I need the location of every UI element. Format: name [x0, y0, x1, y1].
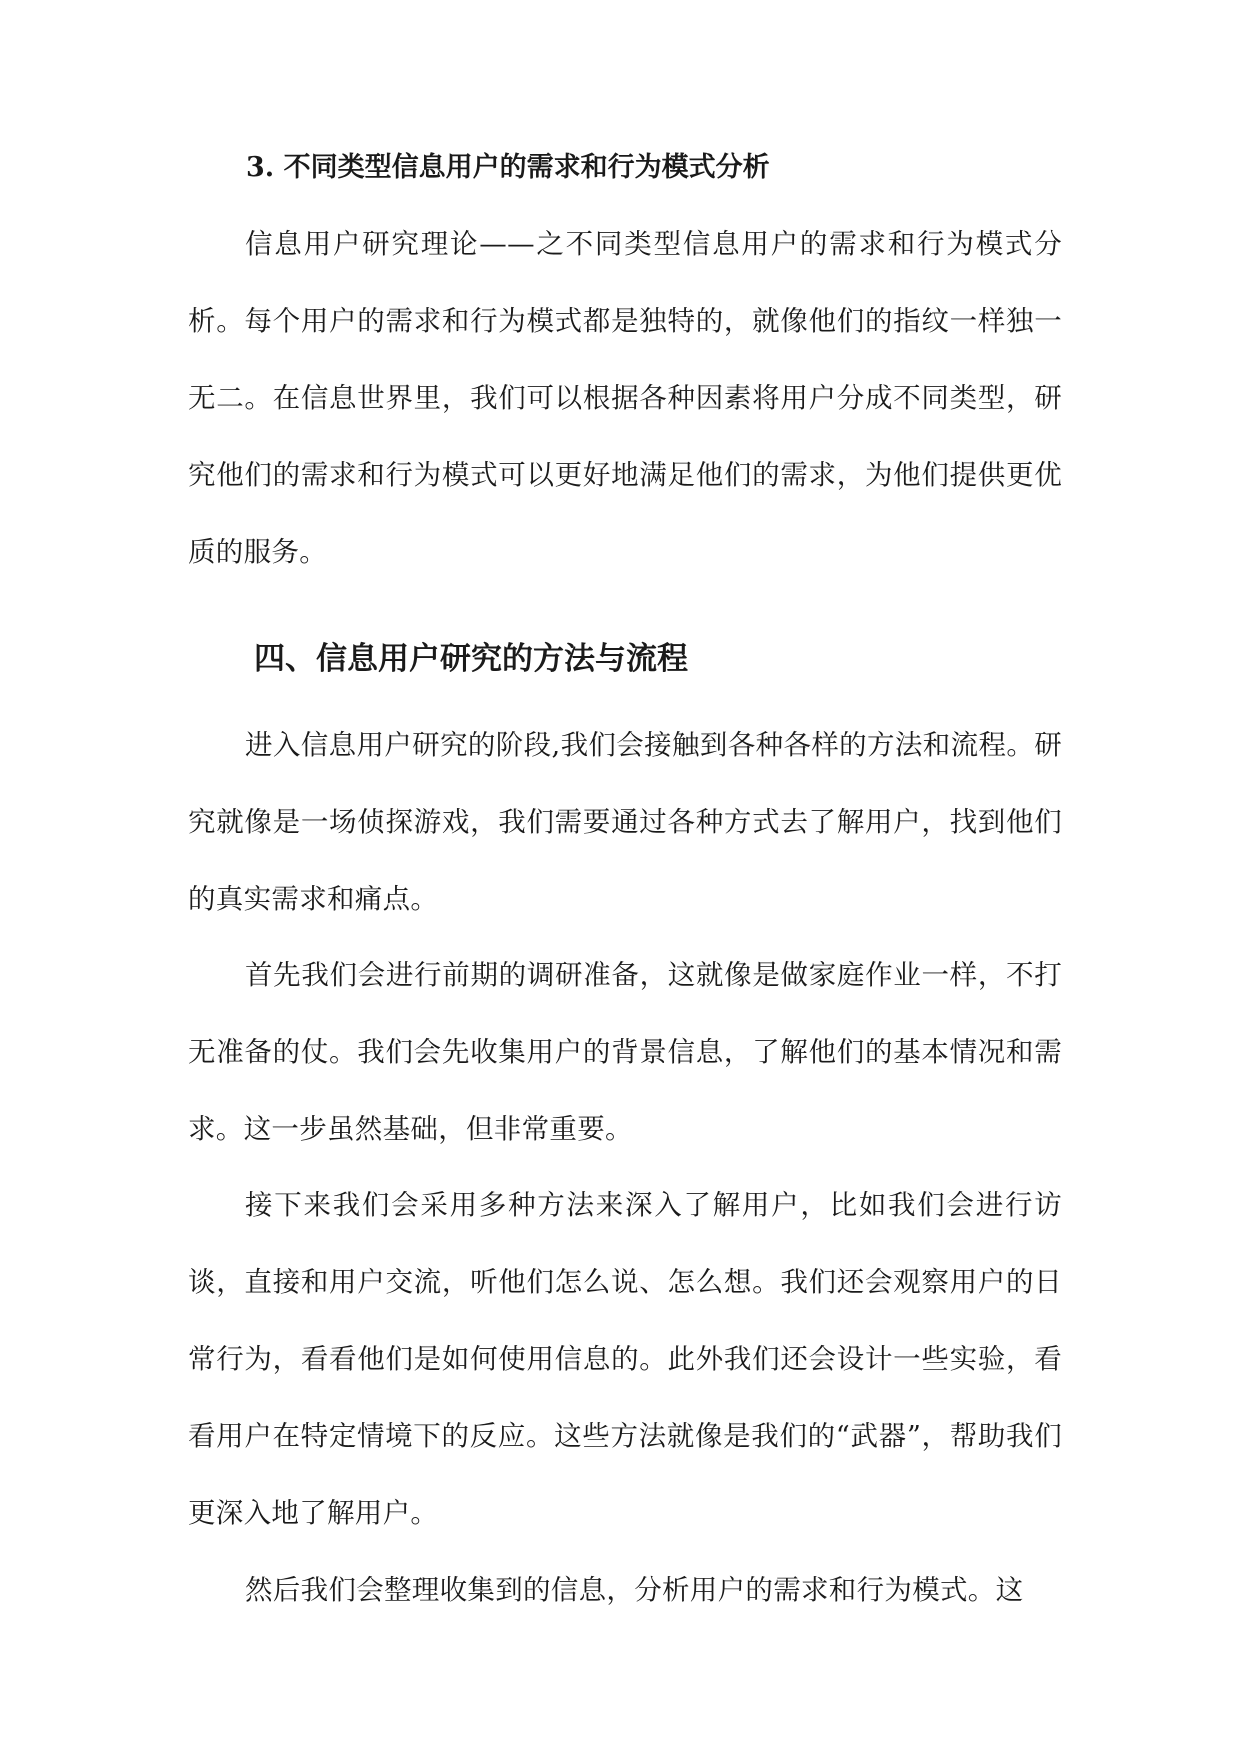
paragraph: 首先我们会进行前期的调研准备，这就像是做家庭作业一样，不打无准备的仗。我们会先收集用户的背景信息，了解他们的基本情况和需求。这一步虽然基础，但非常重要。 [188, 959, 1062, 1145]
chapter-heading: 四、信息用户研究的方法与流程 [254, 641, 688, 677]
paragraph: 信息用户研究理论——之不同类型信息用户的需求和行为模式分析。每个用户的需求和行为模式都是独特的，就像他们的指纹一样独一无二。在信息世界里，我们可以根据各种因素将用户分成不同类型，研究他们的需求和行为模式可以更好地满足他们的需求，为他们提供更优质的服务。 [188, 228, 1062, 568]
paragraph: 接下来我们会采用多种方法来深入了解用户，比如我们会进行访谈，直接和用户交流，听他们怎么说、怎么想。我们还会观察用户的日常行为，看看他们是如何使用信息的。此外我们还会设计一些实验，看看用户在特定情境下的反应。这些方法就像是我们的“武器”，帮助我们更深入地了解用户。 [188, 1189, 1062, 1529]
paragraph: 然后我们会整理收集到的信息，分析用户的需求和行为模式。这 [245, 1574, 1024, 1606]
section-heading: 3. 不同类型信息用户的需求和行为模式分析 [246, 152, 770, 183]
paragraph: 进入信息用户研究的阶段,我们会接触到各种各样的方法和流程。研究就像是一场侦探游戏，我们需要通过各种方式去了解用户，找到他们的真实需求和痛点。 [188, 729, 1062, 915]
